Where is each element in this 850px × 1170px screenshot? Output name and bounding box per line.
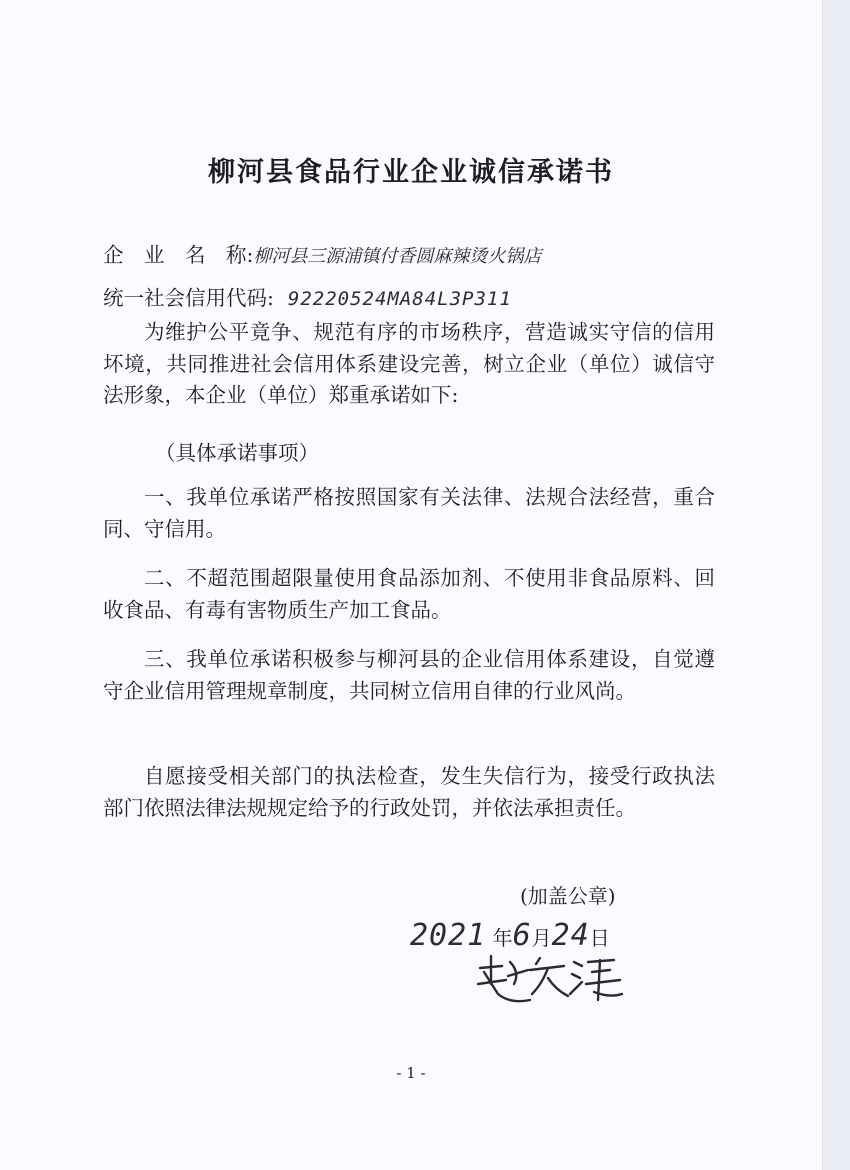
date-month-suffix: 月 — [531, 926, 552, 950]
date-day-suffix: 日 — [589, 926, 610, 950]
stamp-note: (加盖公章) — [520, 884, 616, 908]
company-name-label: 企 业 名 称: — [103, 243, 254, 267]
commitment-item-3: 三、我单位承诺积极参与柳河县的企业信用体系建设，自觉遵守企业信用管理规章制度，共同树立信用自律的行业风尚。 — [103, 647, 715, 703]
commitment-item-1: 一、我单位承诺严格按照国家有关法律、法规合法经营，重合同、守信用。 — [103, 485, 715, 541]
page-number: - 1 - — [396, 1064, 426, 1082]
company-name-handwritten: 柳河县三源浦镇付香圆麻辣烫火锅店 — [253, 246, 542, 267]
closing-paragraph: 自愿接受相关部门的执法检查，发生失信行为，接受行政执法部门依照法律法规规定给予的行政处罚，并依法承担责任。 — [103, 764, 715, 820]
date-month: 6 — [512, 918, 532, 953]
date-line — [410, 918, 610, 953]
date-year-suffix: 年 — [492, 926, 513, 950]
items-heading: （具体承诺事项） — [155, 441, 319, 465]
scan-page-edge — [822, 0, 850, 1170]
date-day: 24 — [551, 918, 590, 953]
handwritten-signature — [470, 950, 630, 1010]
intro-paragraph: 为维护公平竟争、规范有序的市场秩序，营造诚实守信的信用坏境，共同推进社会信用体系建设完善，树立企业（单位）诚信守法形象，本企业（单位）郑重承诺如下: — [103, 320, 715, 407]
credit-code-row — [103, 283, 512, 314]
date-year: 2021 — [410, 918, 487, 953]
commitment-item-2: 二、不超范围超限量使用食品添加剂、不使用非食品原料、回收食品、有毒有害物质生产加工食品。 — [103, 566, 715, 622]
company-name-row — [103, 240, 541, 272]
document-title: 柳河县食品行业企业诚信承诺书 — [208, 157, 614, 188]
credit-code-handwritten: 92220524MA84L3P311 — [287, 288, 512, 310]
credit-code-label: 统一社会信用代码: — [103, 286, 274, 310]
